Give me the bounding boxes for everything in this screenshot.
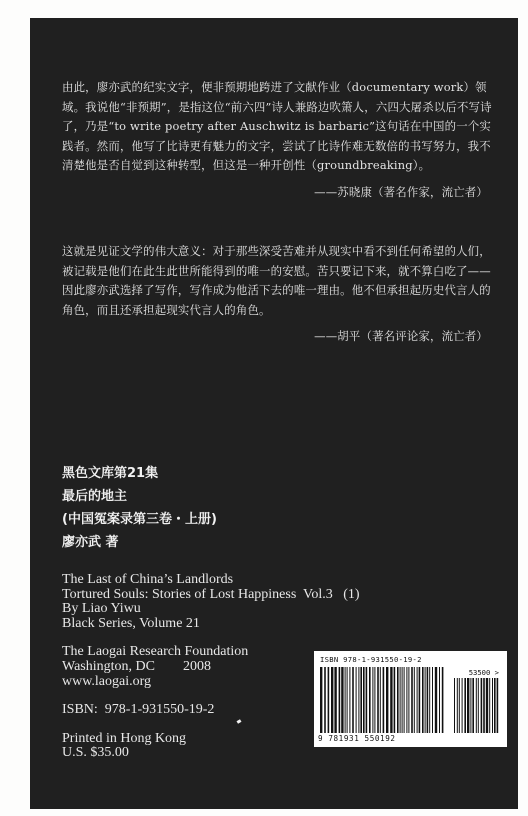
barcode-bar bbox=[360, 667, 362, 733]
barcode-bar bbox=[386, 667, 388, 733]
review-quote-1 bbox=[62, 78, 492, 203]
barcode bbox=[314, 651, 507, 747]
barcode-isbn-label: ISBN 978-1-931550-19-2 bbox=[320, 655, 422, 664]
barcode-bar bbox=[476, 678, 477, 733]
barcode-bar bbox=[470, 678, 471, 733]
barcode-bar bbox=[358, 667, 359, 733]
quote-attribution: ——苏晓康（著名作家，流亡者） bbox=[314, 184, 488, 199]
barcode-bar bbox=[486, 678, 488, 733]
barcode-bar bbox=[494, 678, 496, 733]
barcode-bar bbox=[352, 667, 354, 733]
barcode-bar bbox=[331, 667, 333, 733]
barcode-bar bbox=[459, 678, 460, 733]
barcode-bar bbox=[394, 667, 396, 733]
barcode-bar bbox=[400, 667, 401, 733]
barcode-bar bbox=[497, 678, 499, 733]
barcode-bar bbox=[406, 667, 407, 733]
printed-location: Printed in Hong Kong bbox=[62, 730, 187, 746]
barcode-bar bbox=[404, 667, 405, 733]
quote-attribution: ——胡平（著名评论家，流亡者） bbox=[314, 329, 488, 344]
barcode-bar bbox=[419, 667, 421, 733]
barcode-bar bbox=[334, 667, 336, 733]
back-cover bbox=[30, 18, 518, 809]
barcode-bar bbox=[320, 667, 322, 733]
barcode-bar bbox=[472, 678, 474, 733]
barcode-bar bbox=[442, 667, 444, 733]
barcode-bar bbox=[366, 667, 368, 733]
barcode-bar bbox=[363, 667, 365, 733]
barcode-bar bbox=[483, 678, 485, 733]
barcode-bar bbox=[478, 678, 479, 733]
barcode-bar bbox=[324, 667, 326, 733]
barcode-bar bbox=[481, 678, 483, 733]
english-author: By Liao Yiwu bbox=[62, 601, 141, 617]
barcode-bar bbox=[435, 667, 437, 733]
barcode-bar bbox=[414, 667, 415, 733]
barcode-bar bbox=[408, 667, 409, 733]
barcode-bar bbox=[341, 667, 343, 733]
barcode-bar bbox=[457, 678, 458, 733]
barcode-bar bbox=[489, 678, 490, 733]
barcode-bar bbox=[380, 667, 381, 733]
book-title: 最后的地主 bbox=[62, 489, 128, 504]
barcode-bar bbox=[390, 667, 392, 733]
barcode-bar bbox=[422, 667, 424, 733]
book-subtitle: (中国冤案录第三卷・上册) bbox=[62, 512, 217, 527]
barcode-bar bbox=[383, 667, 385, 733]
barcode-bar bbox=[377, 667, 379, 733]
quote-text: 这就是见证文学的伟大意义：对于那些深受苦难并从现实中看不到任何希望的人们，被记载是他们在此生此世所能得到的唯一的安慰。苦只要记下来，就不算白吃了——因此廖亦武选择了写作，写作成为他活下去的唯一理由。他不但承担起历史代言人的角色，而且还承担起现实代言人的角色。 bbox=[62, 244, 491, 317]
barcode-bar bbox=[417, 667, 418, 733]
barcode-bar bbox=[429, 667, 430, 733]
barcode-bar bbox=[467, 678, 469, 733]
barcode-bar bbox=[427, 667, 429, 733]
barcode-bar bbox=[425, 667, 426, 733]
barcode-addon-bars bbox=[454, 678, 499, 733]
english-series-title: Tortured Souls: Stories of Lost Happiness Vol.3 (1) bbox=[62, 586, 360, 602]
publisher-name: The Laogai Research Foundation bbox=[62, 644, 249, 660]
book-author: 廖亦武 著 bbox=[62, 535, 119, 550]
series-label: 黑色文库第21集 bbox=[62, 466, 159, 481]
chinese-book-info bbox=[62, 462, 217, 554]
barcode-bar bbox=[356, 667, 357, 733]
barcode-bar bbox=[432, 667, 433, 733]
barcode-bar bbox=[462, 678, 463, 733]
barcode-bar bbox=[402, 667, 403, 733]
barcode-digits: 9 781931 550192 bbox=[318, 734, 396, 743]
barcode-bar bbox=[397, 667, 399, 733]
barcode-bar bbox=[339, 667, 341, 733]
barcode-bar bbox=[372, 667, 373, 733]
barcode-bar bbox=[492, 678, 493, 733]
barcode-bar bbox=[369, 667, 371, 733]
barcode-bar bbox=[374, 667, 375, 733]
barcode-bar bbox=[349, 667, 350, 733]
english-collection: Black Series, Volume 21 bbox=[62, 615, 200, 631]
publisher-website: www.laogai.org bbox=[62, 673, 152, 689]
quote-text: 由此，廖亦武的纪实文字，便非预期地跨进了文献作业（documentary work）领域。我说他“非预期”，是指这位“前六四”诗人兼路边吹箫人，六四大屠杀以后不写诗了，乃是“to write poetry after Auschwitz is barbaric”这句话在中国的一个实践者。然而，他写了比诗更有魅力的文字，尝试了比诗作难无数倍的书写努力，我不清楚他是否自觉到这种转型，但这是一种开创性（groundbreaking）。 bbox=[62, 80, 492, 173]
barcode-bars bbox=[320, 667, 444, 733]
barcode-bar bbox=[454, 678, 455, 733]
barcode-bar bbox=[439, 667, 440, 733]
barcode-bar bbox=[347, 667, 348, 733]
review-quote-2 bbox=[62, 242, 492, 347]
barcode-bar bbox=[464, 678, 466, 733]
price: U.S. $35.00 bbox=[62, 745, 129, 761]
barcode-bar bbox=[328, 667, 330, 733]
english-title: The Last of China’s Landlords bbox=[62, 572, 234, 587]
barcode-bar bbox=[345, 667, 346, 733]
publisher-location-year: Washington, DC 2008 bbox=[62, 658, 211, 674]
isbn-text: ISBN: 978-1-931550-19-2 bbox=[62, 702, 215, 718]
barcode-price-code: 53500 > bbox=[468, 668, 499, 677]
barcode-bar bbox=[411, 667, 413, 733]
